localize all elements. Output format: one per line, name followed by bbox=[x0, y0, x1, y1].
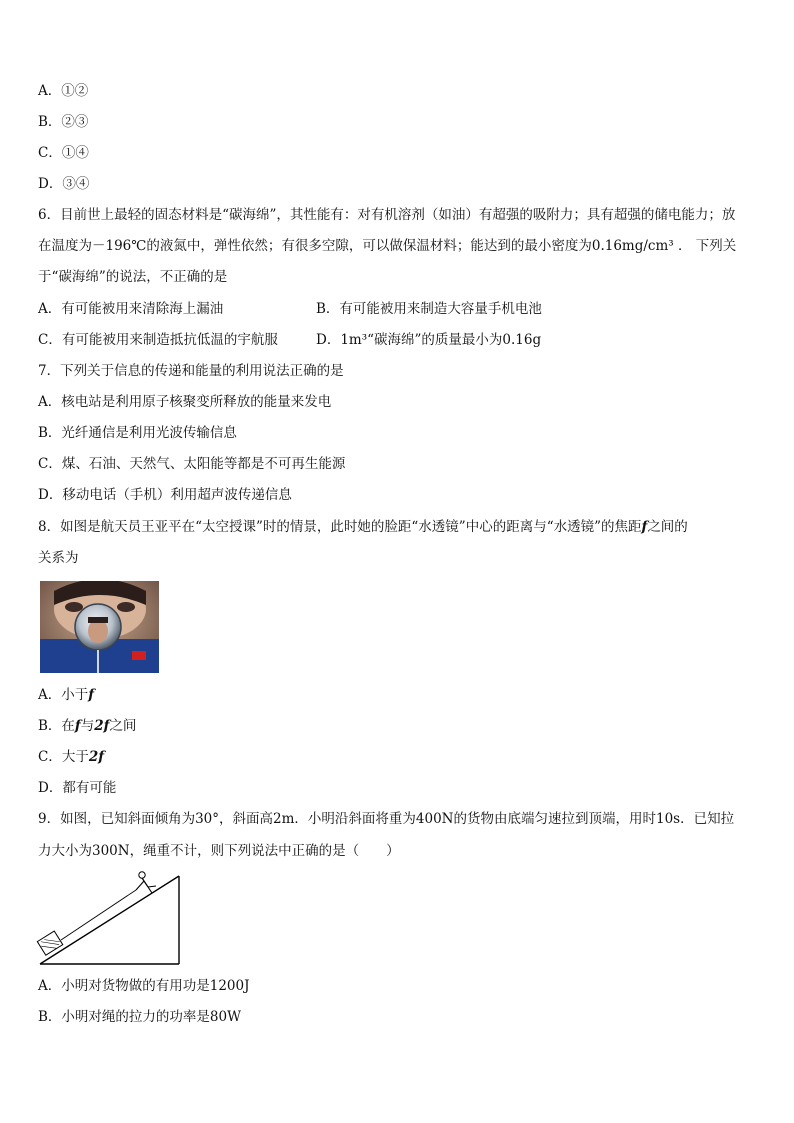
astronaut-water-lens-photo bbox=[40, 581, 159, 673]
q8-option-a: A．小于f bbox=[38, 687, 95, 703]
q6-option-d: D．1m³“碳海绵”的质量最小为0.16g bbox=[316, 332, 542, 348]
q8-stem-line1: 8．如图是航天员王亚平在“太空授课”时的情景，此时她的脸距“水透镜”中心的距离与“水透镜”的焦距f之间的 bbox=[38, 519, 688, 535]
q7-option-c: C．煤、石油、天然气、太阳能等都是不可再生能源 bbox=[38, 456, 346, 472]
q9-option-a: A．小明对货物做的有用功是1200J bbox=[38, 978, 250, 994]
q8-option-b: B．在f与2f之间 bbox=[38, 718, 137, 734]
q9-stem-line2: 力大小为300N，绳重不计，则下列说法中正确的是（ ） bbox=[38, 843, 400, 859]
q8-stem-line2: 关系为 bbox=[38, 550, 79, 566]
q5-option-b: B．②③ bbox=[38, 114, 89, 130]
q6-option-a: A．有可能被用来清除海上漏油 bbox=[38, 301, 224, 317]
q7-option-b: B．光纤通信是利用光波传输信息 bbox=[38, 425, 237, 441]
q6-stem-line3: 于“碳海绵”的说法，不正确的是 bbox=[38, 269, 228, 285]
q7-option-d: D．移动电话（手机）利用超声波传递信息 bbox=[38, 487, 292, 503]
q6-option-b: B．有可能被用来制造大容量手机电池 bbox=[316, 301, 542, 317]
q6-stem-line1: 6．目前世上最轻的固态材料是“碳海绵”，其性能有：对有机溶剂（如油）有超强的吸附力；具有超强的储电能力；放 bbox=[38, 207, 736, 223]
q9-option-b: B．小明对绳的拉力的功率是80W bbox=[38, 1009, 241, 1025]
q8-option-c: C．大于2f bbox=[38, 749, 105, 765]
q7-stem: 7．下列关于信息的传递和能量的利用说法正确的是 bbox=[38, 363, 344, 379]
q9-stem-line1: 9．如图，已知斜面倾角为30°，斜面高2m．小明沿斜面将重为400N的货物由底端匀速拉到顶端，用时10s．已知拉 bbox=[38, 811, 735, 827]
q7-option-a: A．核电站是利用原子核聚变所释放的能量来发电 bbox=[38, 394, 332, 410]
q5-option-d: D．③④ bbox=[38, 176, 90, 192]
q5-option-c: C．①④ bbox=[38, 145, 89, 161]
q6-option-c: C．有可能被用来制造抵抗低温的宇航服 bbox=[38, 332, 278, 348]
q6-stem-line2: 在温度为－196℃的液氮中，弹性依然；有很多空隙，可以做保温材料；能达到的最小密度为0.16mg/cm³ ． 下列关 bbox=[38, 238, 737, 254]
incline-diagram bbox=[36, 866, 186, 968]
q5-option-a: A．①② bbox=[38, 83, 89, 99]
q8-option-d: D．都有可能 bbox=[38, 780, 117, 796]
